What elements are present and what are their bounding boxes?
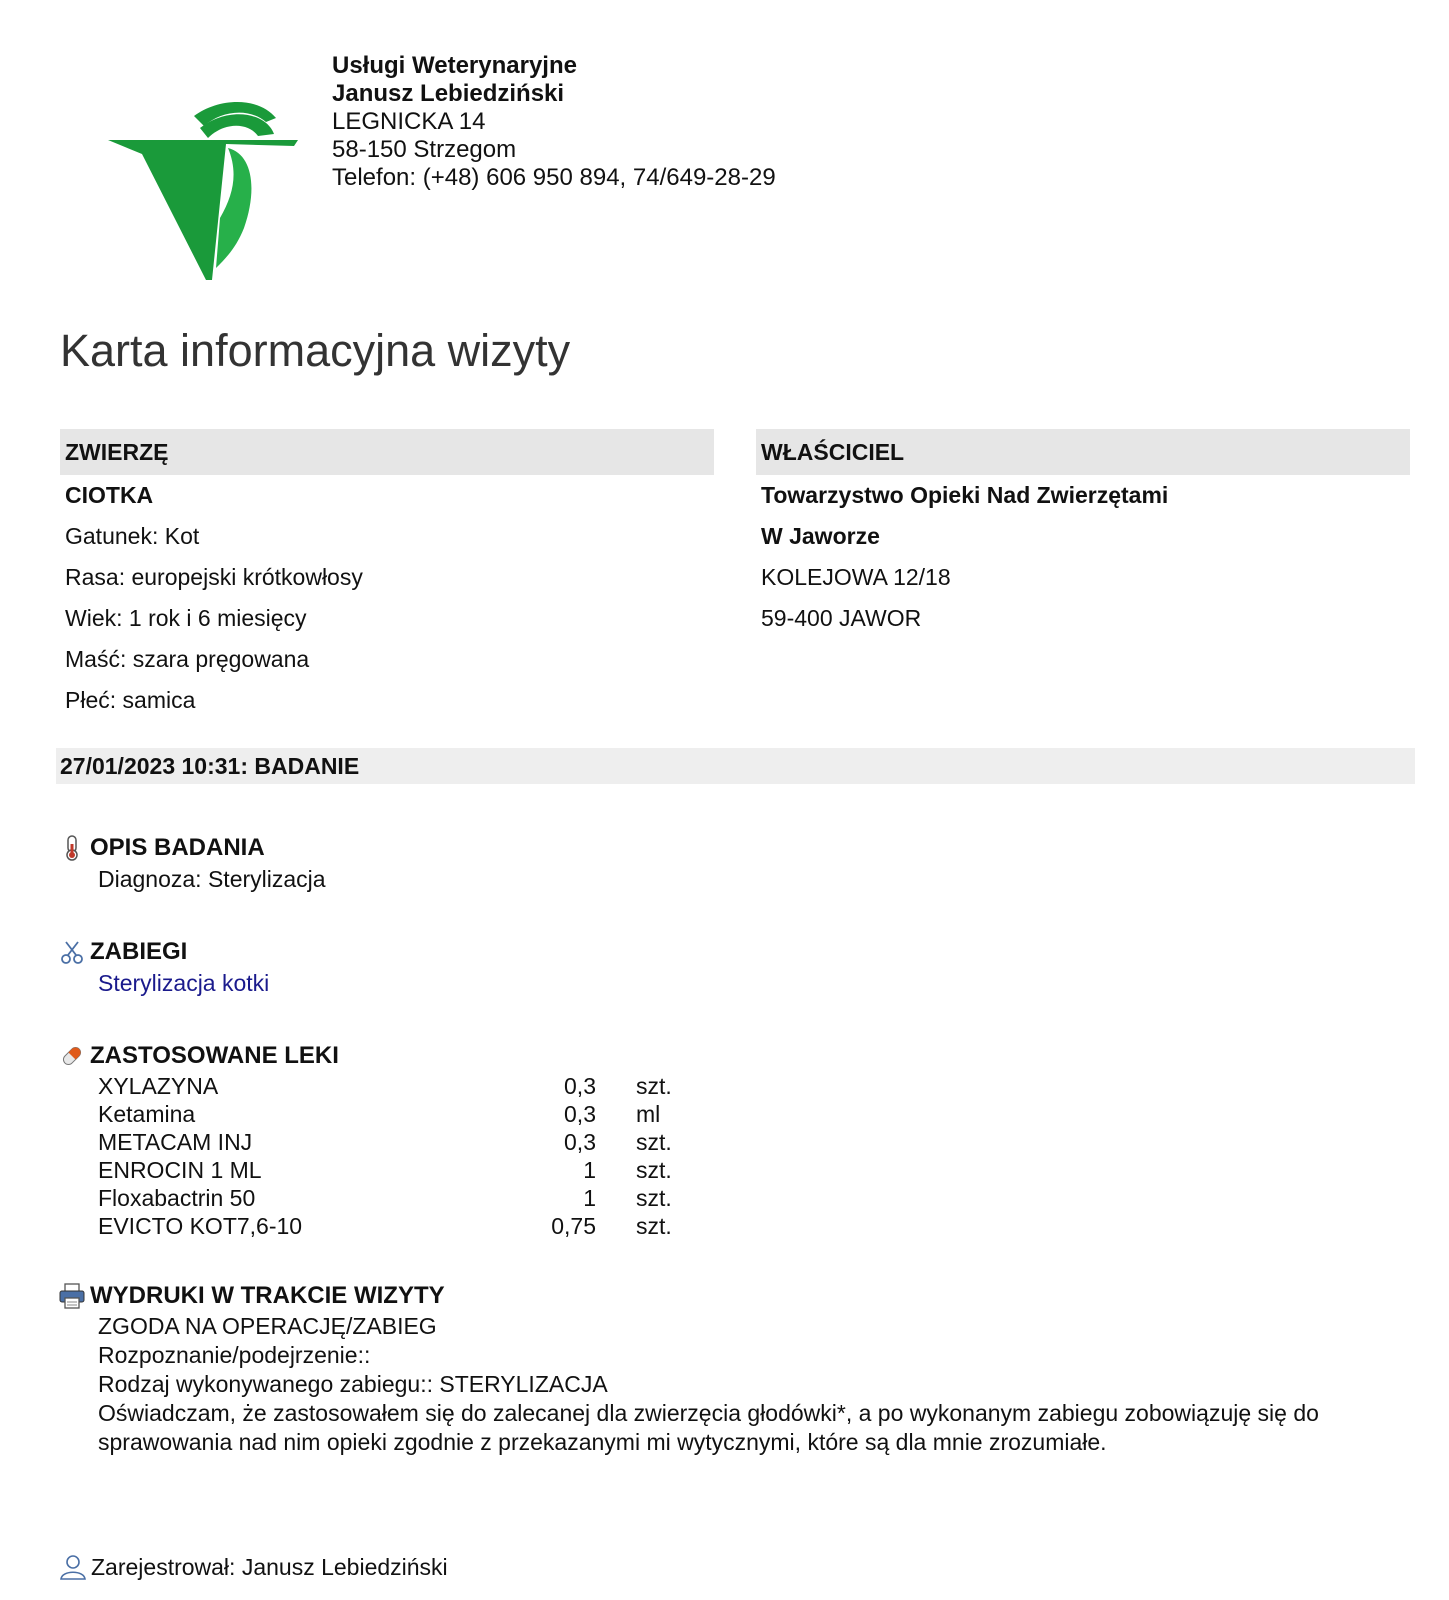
medications-header: ZASTOSOWANE LEKI — [90, 1042, 339, 1069]
owner-name-line2: W Jaworze — [761, 523, 880, 549]
animal-species: Gatunek: Kot — [65, 523, 200, 549]
med-unit: szt. — [636, 1129, 672, 1155]
table-row — [98, 1156, 672, 1184]
med-unit: szt. — [636, 1073, 672, 1099]
owner-street: KOLEJOWA 12/18 — [761, 564, 951, 590]
scissors-icon — [58, 938, 86, 966]
user-icon — [58, 1552, 88, 1582]
med-name: ENROCIN 1 ML — [98, 1157, 262, 1183]
exam-diagnosis: Diagnoza: Sterylizacja — [98, 866, 326, 892]
medications-table — [98, 1072, 672, 1240]
visit-header: 27/01/2023 10:31: BADANIE — [56, 748, 1415, 784]
print-line: ZGODA NA OPERACJĘ/ZABIEG — [98, 1313, 437, 1339]
table-row — [98, 1100, 672, 1128]
med-name: EVICTO KOT7,6-10 — [98, 1213, 303, 1239]
med-unit: szt. — [636, 1213, 672, 1239]
animal-color: Maść: szara pręgowana — [65, 646, 310, 672]
owner-header: WŁAŚCICIEL — [756, 429, 1410, 475]
med-qty: 0,3 — [564, 1101, 596, 1127]
table-row — [98, 1128, 672, 1156]
animal-header: ZWIERZĘ — [60, 429, 714, 475]
print-line: Rodzaj wykonywanego zabiegu:: STERYLIZACJA — [98, 1371, 608, 1397]
footer — [58, 1552, 448, 1582]
printer-icon — [58, 1282, 86, 1310]
med-name: METACAM INJ — [98, 1129, 253, 1155]
med-qty: 0,3 — [564, 1073, 596, 1099]
animal-age: Wiek: 1 rok i 6 miesięcy — [65, 605, 307, 631]
med-unit: ml — [636, 1101, 661, 1127]
table-row — [98, 1072, 672, 1100]
animal-sex: Płeć: samica — [65, 687, 196, 713]
clinic-name-line2: Janusz Lebiedziński — [332, 80, 565, 107]
owner-name-line1: Towarzystwo Opieki Nad Zwierzętami — [761, 482, 1169, 508]
clinic-phone: Telefon: (+48) 606 950 894, 74/649-28-29 — [332, 164, 776, 191]
exam-header: OPIS BADANIA — [90, 834, 265, 861]
thermometer-icon — [58, 834, 86, 862]
med-name: XYLAZYNA — [98, 1073, 219, 1099]
procedures-section — [58, 936, 269, 998]
clinic-logo — [108, 98, 308, 280]
clinic-street: LEGNICKA 14 — [332, 108, 486, 135]
med-unit: szt. — [636, 1185, 672, 1211]
animal-breed: Rasa: europejski krótkowłosy — [65, 564, 363, 590]
print-line: Rozpoznanie/podejrzenie:: — [98, 1342, 371, 1368]
med-unit: szt. — [636, 1157, 672, 1183]
med-qty: 1 — [583, 1157, 596, 1183]
med-name: Ketamina — [98, 1101, 196, 1127]
owner-city: 59-400 JAWOR — [761, 605, 922, 631]
exam-section — [58, 832, 326, 894]
med-qty: 0,3 — [564, 1129, 596, 1155]
procedures-header: ZABIEGI — [90, 938, 188, 965]
medications-section — [58, 1040, 672, 1240]
clinic-city: 58-150 Strzegom — [332, 136, 517, 163]
table-row — [98, 1212, 672, 1240]
med-name: Floxabactrin 50 — [98, 1185, 256, 1211]
prints-header: WYDRUKI W TRAKCIE WIZYTY — [90, 1282, 445, 1309]
pill-icon — [58, 1042, 86, 1070]
prints-section — [58, 1280, 1388, 1457]
med-qty: 1 — [583, 1185, 596, 1211]
clinic-name-line1: Usługi Weterynaryjne — [332, 52, 577, 79]
registered-by: Zarejestrował: Janusz Lebiedziński — [91, 1553, 448, 1580]
animal-name: CIOTKA — [65, 482, 154, 508]
med-qty: 0,75 — [551, 1213, 596, 1239]
animal-section — [60, 429, 714, 721]
clinic-info — [332, 52, 776, 192]
page-title: Karta informacyjna wizyty — [60, 325, 571, 376]
owner-section — [756, 429, 1410, 639]
print-line: Oświadczam, że zastosowałem się do zalecanej dla zwierzęcia głodówki*, a po wykonanym zabiegu zobowiązuję się do sprawowania nad nim opieki zgodnie z przekazanymi mi wytycznymi, które są dla mnie zrozumiałe. — [98, 1400, 1319, 1455]
table-row — [98, 1184, 672, 1212]
procedure-item[interactable]: Sterylizacja kotki — [98, 970, 270, 996]
